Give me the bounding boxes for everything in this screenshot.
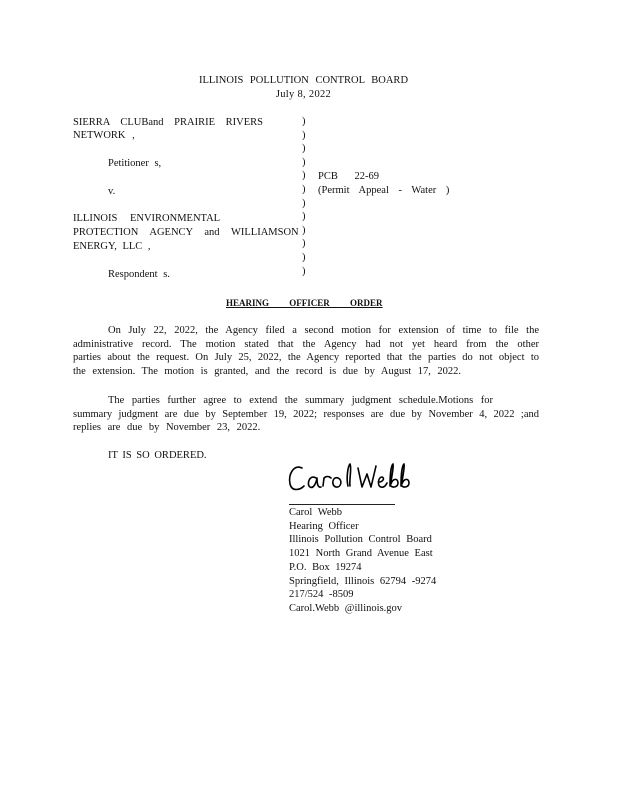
bracket-mark: ) — [302, 265, 306, 277]
signature-line — [289, 504, 395, 505]
paragraph-schedule — [73, 394, 539, 435]
bracket-mark: ) — [302, 238, 306, 250]
bracket-mark: ) — [302, 143, 306, 155]
bracket-mark: ) — [302, 129, 306, 141]
bracket-mark: ) — [302, 170, 306, 182]
order-title: HEARING OFFICER ORDER — [226, 298, 383, 308]
bracket-mark: ) — [302, 116, 306, 127]
signer-title: Hearing Officer — [289, 520, 359, 532]
order-date: July 8, 2022 — [275, 89, 332, 100]
signer-email: Carol.Webb @illinois.gov — [289, 602, 403, 614]
handwritten-signature — [286, 458, 416, 498]
signature-block — [289, 506, 436, 616]
case-number: PCB 22-69 — [318, 171, 379, 182]
paragraph-line: On July 22, 2022, the Agency filed a second motion for extension of time to file the — [108, 325, 539, 336]
signer-city: Springfield, Illinois 62794 -9274 — [289, 575, 437, 587]
respondent-name-line1: ILLINOIS ENVIRONMENTAL — [73, 213, 221, 224]
signer-organization: Illinois Pollution Control Board — [289, 534, 432, 546]
paragraph-line: administrative record. The motion stated that the Agency had not yet heard from the other — [73, 338, 539, 350]
petitioner-name-line1: SIERRA CLUBand PRAIRIE RIVERS — [73, 117, 263, 128]
paragraph-line: The parties further agree to extend the summary judgment schedule.Motions for — [108, 395, 493, 406]
bracket-mark: ) — [302, 251, 306, 263]
caption-bracket-column — [302, 115, 306, 278]
paragraph-line: summary judgment are due by September 19, 2022; responses are due by November 4, 2022 ;and — [73, 408, 539, 420]
petitioner-name-line2: NETWORK , — [73, 130, 135, 141]
paragraph-line: replies are due by November 23, 2022. — [73, 422, 261, 433]
bracket-mark: ) — [302, 183, 306, 195]
petitioner-role: Petitioner s, — [108, 158, 162, 169]
versus-label: v. — [108, 186, 116, 197]
case-type: (Permit Appeal - Water ) — [318, 185, 450, 196]
signer-po-box: P.O. Box 19274 — [289, 561, 362, 573]
bracket-mark: ) — [302, 224, 306, 236]
signer-street: 1021 North Grand Avenue East — [289, 548, 433, 560]
board-name: ILLINOIS POLLUTION CONTROL BOARD — [198, 75, 409, 86]
bracket-mark: ) — [302, 197, 306, 209]
paragraph-extension — [73, 324, 539, 378]
respondent-role: Respondent s. — [108, 269, 170, 280]
so-ordered: IT IS SO ORDERED. — [108, 450, 207, 461]
signer-phone: 217/524 -8509 — [289, 589, 354, 601]
respondent-name-line3: ENERGY, LLC , — [73, 241, 151, 252]
signer-name: Carol Webb — [289, 507, 342, 518]
respondent-name-line2: PROTECTION AGENCY and WILLIAMSON — [73, 227, 299, 238]
bracket-mark: ) — [302, 211, 306, 223]
paragraph-line: the extension. The motion is granted, and the record is due by August 17, 2022. — [73, 365, 461, 377]
bracket-mark: ) — [302, 156, 306, 168]
paragraph-line: parties about the request. On July 25, 2022, the Agency reported that the parties do not object to — [73, 352, 539, 363]
